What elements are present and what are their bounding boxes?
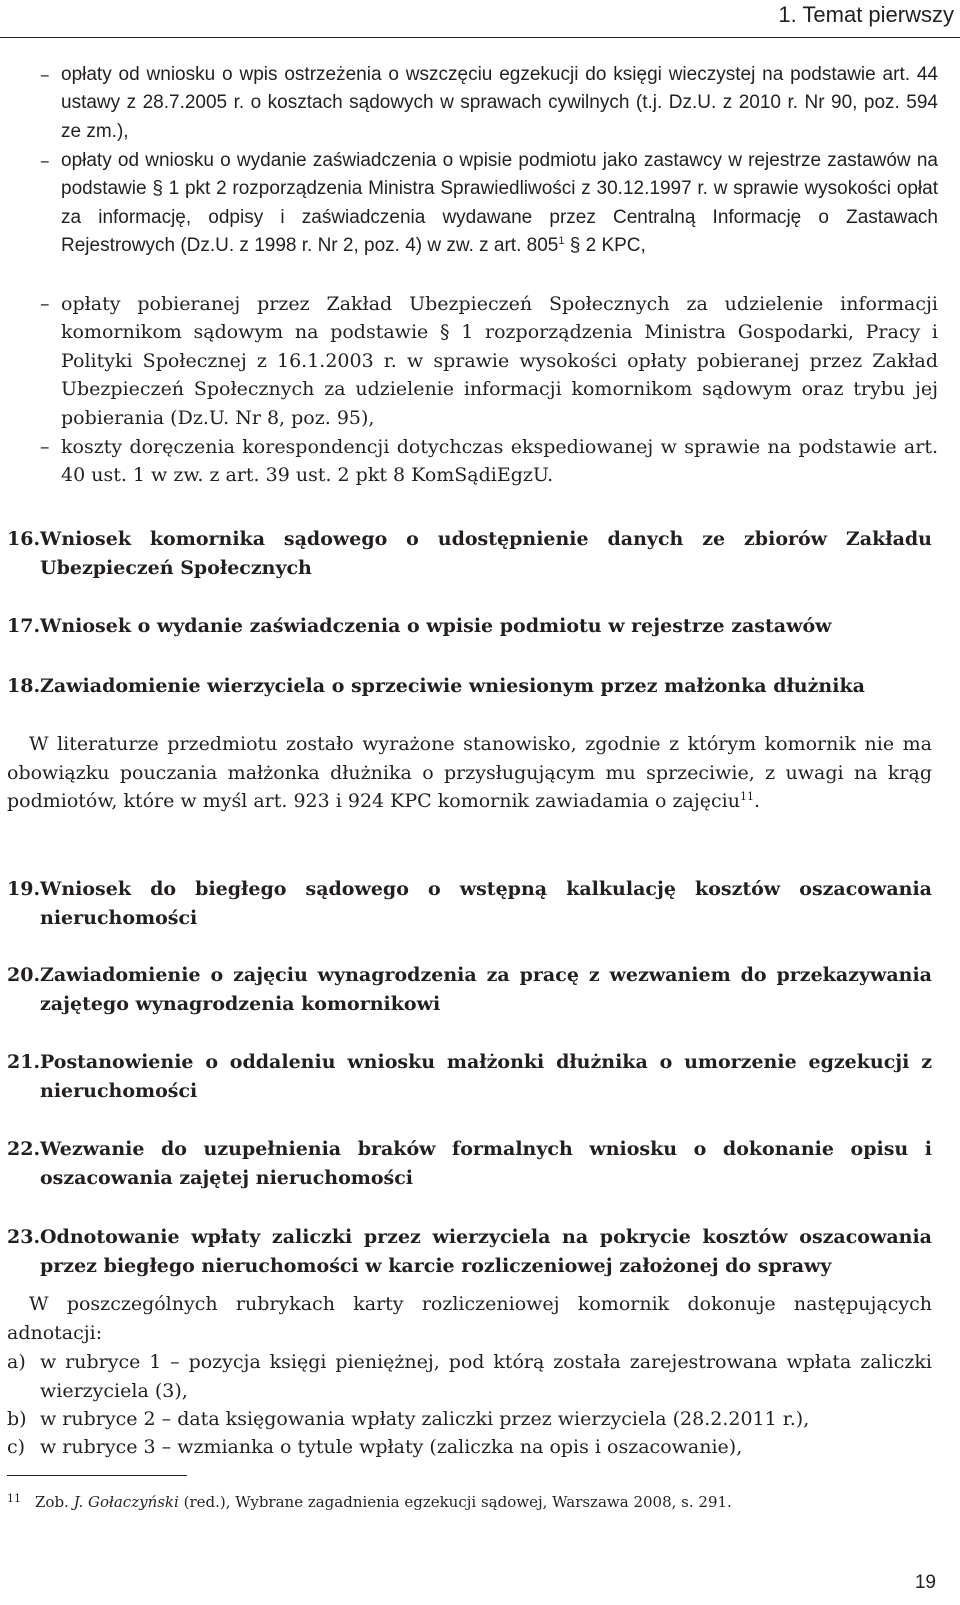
paragraph-text: W literaturze przedmiotu zostało wyrażone stanowisko, zgodnie z którym komornik nie ma obowiązku pouczania małżonka dłużnika o przysługującym mu sprzeciwie, z uwagi na krąg podmiotów, które w myśl art. 923 i 924 KPC komornik zawiadamia o zajęciu xyxy=(7,733,932,812)
heading-number: 22. xyxy=(7,1138,41,1160)
dash-item xyxy=(40,290,938,432)
footnote-text: (red.), Wybrane zagadnienia egzekucji sądowej, Warszawa 2008, s. 291. xyxy=(178,1493,732,1511)
footnote xyxy=(7,1489,932,1512)
item-letter: c) xyxy=(7,1436,26,1458)
running-head: 1. Temat pierwszy xyxy=(778,2,954,27)
item-text: w rubryce 2 – data księgowania wpłaty zaliczki przez wierzyciela (28.2.2011 r.), xyxy=(40,1408,810,1430)
lettered-item xyxy=(7,1405,932,1434)
heading-title: Zawiadomienie o zajęciu wynagrodzenia za pracę z wezwaniem do przekazywania zajętego wynagrodzenia komornikowi xyxy=(40,964,932,1015)
lettered-item xyxy=(7,1433,932,1462)
item-letter: b) xyxy=(7,1408,27,1430)
item-letter: a) xyxy=(7,1351,26,1373)
dash-marker: – xyxy=(40,150,50,172)
heading-title: Wniosek o wydanie zaświadczenia o wpisie podmiotu w rejestrze zastawów xyxy=(40,615,832,637)
header-rule xyxy=(0,37,960,38)
lettered-item xyxy=(7,1348,932,1405)
dash-marker: – xyxy=(40,64,50,86)
heading-number: 16. xyxy=(7,528,41,550)
heading-number: 21. xyxy=(7,1051,41,1073)
section-heading xyxy=(7,875,932,932)
dash-item-text-end: § 2 KPC, xyxy=(564,235,646,257)
heading-title: Wniosek do biegłego sądowego o wstępną kalkulację kosztów oszacowania nieruchomości xyxy=(40,878,932,929)
paragraph xyxy=(7,730,932,816)
page-number: 19 xyxy=(914,1572,936,1593)
dash-marker: – xyxy=(40,436,50,458)
section-heading xyxy=(7,961,932,1018)
heading-number: 18. xyxy=(7,675,41,697)
heading-title: Postanowienie o oddaleniu wniosku małżonki dłużnika o umorzenie egzekucji z nieruchomości xyxy=(40,1051,932,1102)
heading-number: 20. xyxy=(7,964,41,986)
section-heading xyxy=(7,1135,932,1192)
heading-title: Wniosek komornika sądowego o udostępnienie danych ze zbiorów Zakładu Ubezpieczeń Społecznych xyxy=(40,528,932,579)
heading-title: Wezwanie do uzupełnienia braków formalnych wniosku o dokonanie opisu i oszacowania zajętej nieruchomości xyxy=(40,1138,932,1189)
dash-item-text: koszty doręczenia korespondencji dotychczas ekspediowanej w sprawie na podstawie art. 40 ust. 1 w zw. z art. 39 ust. 2 pkt 8 KomSądiEgzU. xyxy=(61,436,938,487)
section-heading xyxy=(7,1048,932,1105)
footnote-prefix: Zob. xyxy=(35,1493,74,1511)
item-text: w rubryce 1 – pozycja księgi pieniężnej, pod którą została zarejestrowana wpłata zaliczki wierzyciela (3), xyxy=(40,1351,932,1402)
heading-title: Zawiadomienie wierzyciela o sprzeciwie wniesionym przez małżonka dłużnika xyxy=(40,675,865,697)
dash-item-text xyxy=(61,147,938,261)
section-heading xyxy=(7,672,932,701)
dash-item-text-main: opłaty od wniosku o wydanie zaświadczenia o wpisie podmiotu jako zastawcy w rejestrze zastawów na podstawie § 1 pkt 2 rozporządzenia Ministra Sprawiedliwości z 30.12.1997 r. w sprawie wysokości opłat za informację, odpisy i zaświadczenia wydawane przez Centralną Informację o Zastawach Rejestrowych (Dz.U. z 1998 r. Nr 2, poz. 4) w zw. z art. 805 xyxy=(61,150,938,257)
heading-number: 19. xyxy=(7,878,41,900)
paragraph-end: . xyxy=(753,790,761,812)
superscript: 1 xyxy=(558,235,565,248)
footnote-rule xyxy=(7,1475,187,1476)
footnote-number: 11 xyxy=(7,1492,21,1505)
section-heading xyxy=(7,1223,932,1280)
dash-item xyxy=(40,147,938,261)
dash-item xyxy=(40,61,938,146)
item-text: w rubryce 3 – wzmianka o tytule wpłaty (zaliczka na opis i oszacowanie), xyxy=(40,1436,743,1458)
heading-number: 23. xyxy=(7,1226,41,1248)
footnote-ref: 11 xyxy=(739,790,754,803)
heading-title: Odnotowanie wpłaty zaliczki przez wierzyciela na pokrycie kosztów oszacowania przez biegłego nieruchomości w karcie rozliczeniowej założonej do sprawy xyxy=(40,1226,932,1277)
paragraph: W poszczególnych rubrykach karty rozliczeniowej komornik dokonuje następujących adnotacji: xyxy=(7,1293,932,1344)
dash-item xyxy=(40,433,938,490)
dash-item-text: opłaty pobieranej przez Zakład Ubezpieczeń Społecznych za udzielenie informacji komornikom sądowym na podstawie § 1 rozporządzenia Ministra Gospodarki, Pracy i Polityki Społecznej z 16.1.2003 r. w sprawie wysokości opłaty pobieranej przez Zakład Ubezpieczeń Społecznych za udzielenie informacji komornikom sądowym oraz trybu jej pobierania (Dz.U. Nr 8, poz. 95), xyxy=(61,293,938,429)
heading-number: 17. xyxy=(7,615,41,637)
dash-item-text: opłaty od wniosku o wpis ostrzeżenia o wszczęciu egzekucji do księgi wieczystej na podstawie art. 44 ustawy z 28.7.2005 r. o kosztach sądowych w sprawach cywilnych (t.j. Dz.U. z 2010 r. Nr 90, poz. 594 ze zm.), xyxy=(61,64,938,142)
dash-marker: – xyxy=(40,293,50,315)
section-heading xyxy=(7,525,932,582)
footnote-author: J. Gołaczyński xyxy=(73,1493,179,1511)
section-heading xyxy=(7,612,932,641)
